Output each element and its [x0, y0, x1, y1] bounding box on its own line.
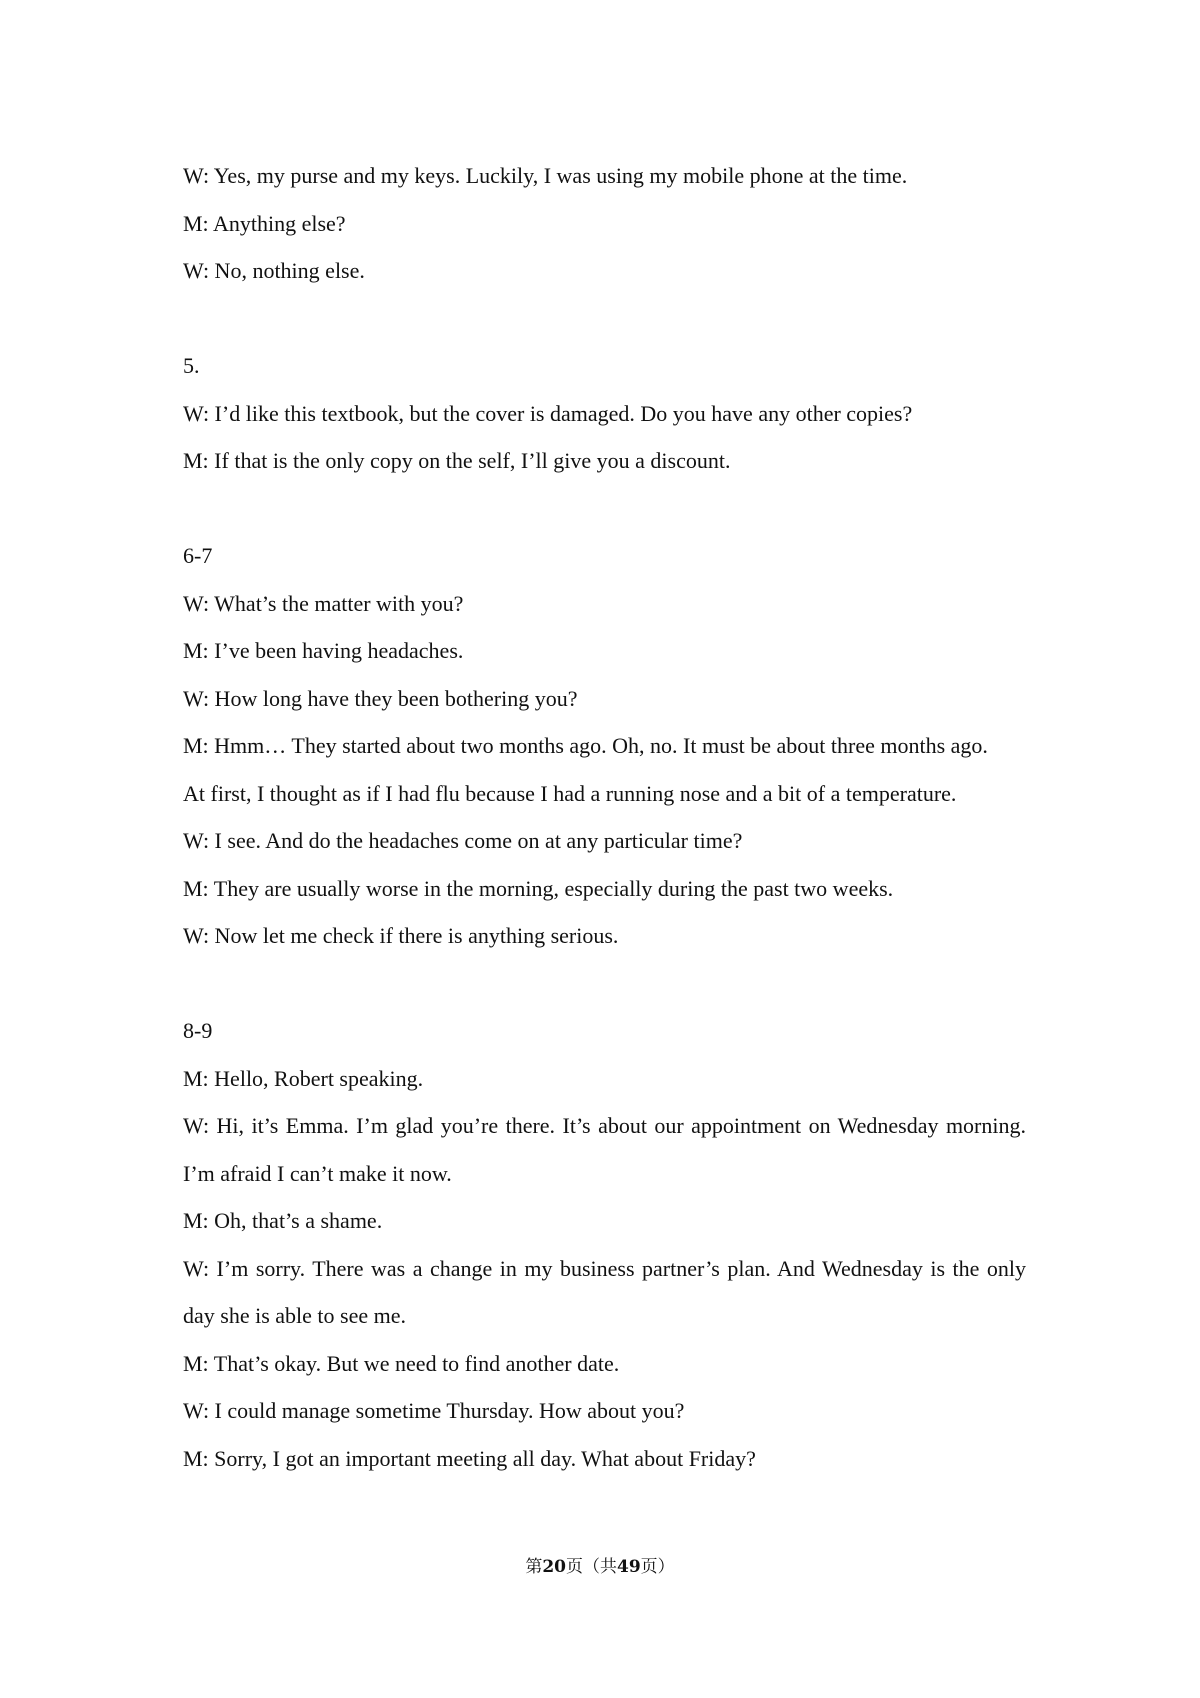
footer-middle: 页（共: [566, 1557, 617, 1577]
section-heading: 6-7: [183, 543, 213, 568]
footer-page-number: 20: [542, 1557, 566, 1577]
dialogue-line: W: Now let me check if there is anything serious.: [183, 923, 619, 948]
dialogue-line: W: I’m sorry. There was a change in my business partner’s plan. And Wednesday is the only day she is able to see me.: [183, 1255, 1026, 1328]
transcript-body: [183, 152, 1026, 1482]
dialogue-line: W: I see. And do the headaches come on at any particular time?: [183, 828, 743, 853]
dialogue-line: W: I could manage sometime Thursday. How about you?: [183, 1398, 685, 1423]
dialogue-line: M: Hmm… They started about two months ago. Oh, no. It must be about three months ago.: [183, 733, 988, 758]
dialogue-line: M: Sorry, I got an important meeting all day. What about Friday?: [183, 1445, 756, 1471]
dialogue-line: M: Anything else?: [183, 210, 346, 236]
dialogue-line: M: If that is the only copy on the self, I’ll give you a discount.: [183, 448, 731, 473]
dialogue-line: M: I’ve been having headaches.: [183, 638, 464, 663]
dialogue-line: W: I’d like this textbook, but the cover is damaged. Do you have any other copies?: [183, 400, 913, 426]
dialogue-line: M: Oh, that’s a shame.: [183, 1208, 383, 1233]
dialogue-line: At first, I thought as if I had flu because I had a running nose and a bit of a temperature.: [183, 780, 957, 806]
dialogue-line: M: They are usually worse in the morning, especially during the past two weeks.: [183, 875, 894, 901]
footer-total-pages: 49: [617, 1557, 641, 1577]
dialogue-line: W: No, nothing else.: [183, 258, 365, 283]
dialogue-line: W: Hi, it’s Emma. I’m glad you’re there. It’s about our appointment on Wednesday morning. I’m afraid I can’t make it now.: [183, 1113, 1026, 1186]
dialogue-line: M: Hello, Robert speaking.: [183, 1065, 424, 1091]
section-gap: [183, 485, 1026, 533]
footer-prefix: 第: [525, 1557, 543, 1577]
dialogue-line: W: What’s the matter with you?: [183, 590, 464, 616]
dialogue-line: W: How long have they been bothering you?: [183, 685, 578, 711]
page-footer: [0, 1555, 1200, 1579]
section-gap: [183, 960, 1026, 1008]
dialogue-line: W: Yes, my purse and my keys. Luckily, I was using my mobile phone at the time.: [183, 163, 908, 188]
section-gap: [183, 295, 1026, 343]
section-heading: 8-9: [183, 1018, 213, 1043]
footer-suffix: 页）: [640, 1557, 675, 1577]
section-heading: 5.: [183, 353, 200, 378]
dialogue-line: M: That’s okay. But we need to find another date.: [183, 1350, 620, 1376]
